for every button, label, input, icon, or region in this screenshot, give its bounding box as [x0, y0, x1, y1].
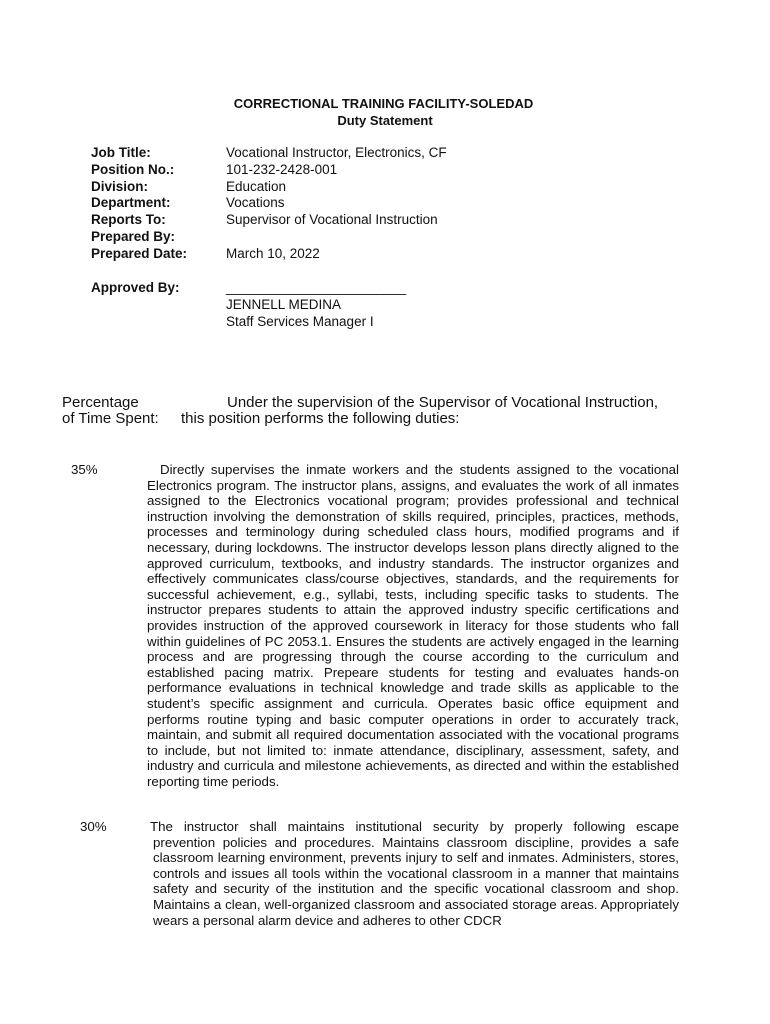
detail-label: Job Title:	[91, 145, 151, 160]
detail-label: Reports To:	[91, 212, 166, 228]
intro-line-2: this position performs the following duties:	[181, 410, 460, 427]
detail-label: Position No.:	[91, 161, 175, 177]
detail-row-reports-to	[91, 212, 447, 229]
approved-by-label: Approved By:	[91, 280, 180, 295]
detail-row-job-title	[91, 145, 447, 162]
time-spent-heading: of Time Spent:	[62, 410, 159, 427]
detail-value: 101-232-2428-001	[226, 161, 338, 177]
document-title: CORRECTIONAL TRAINING FACILITY-SOLEDAD	[233, 96, 534, 111]
detail-row-division	[91, 179, 447, 196]
document-header	[0, 95, 770, 129]
detail-row-position-no	[91, 162, 447, 179]
position-details	[91, 145, 447, 263]
duty-percent: 35%	[71, 462, 98, 477]
detail-label: Division:	[91, 178, 149, 194]
approver-title: Staff Services Manager I	[226, 313, 374, 329]
approver-name: JENNELL MEDINA	[226, 296, 342, 312]
detail-value: Vocational Instructor, Electronics, CF	[226, 145, 447, 160]
duty-percent: 30%	[80, 819, 107, 834]
approval-block	[91, 280, 406, 330]
detail-value: Vocations	[226, 195, 285, 211]
detail-value: Supervisor of Vocational Instruction	[226, 212, 438, 228]
document-subtitle: Duty Statement	[337, 113, 433, 128]
signature-line: ________________________	[226, 280, 407, 295]
detail-row-prepared-by	[91, 229, 447, 246]
detail-row-department	[91, 195, 447, 212]
duty-description: Directly supervises the inmate workers and the students assigned to the vocational Electronics program. The instructor plans, assigns, and evaluates the work of all inmates assigned to the Electronics vocational program; provides professional and technical instruction involving the demonstration of skills required, principles, practices, methods, processes and terminology during scheduled class hours, modified programs and if necessary, during lockdowns. The instructor develops lesson plans directly aligned to the approved curriculum, textbooks, and industry standards. The instructor organizes and effectively communicates class/course objectives, standards, and the requirements for successful achievement, e.g., syllabi, tests, including specific tasks to students. The instructor prepares students to attain the approved industry specific certifications and provides instruction of the approved coursework in literacy for those students who fall within guidelines of PC 2053.1. Ensures the students are actively engaged in the learning process and are progressing through the course according to the curriculum and established pacing matrix. Prepeare students for testing and evaluates hands-on performance evaluations in technical knowledge and trade skills as applicable to the student’s specific assignment and curricula. Operates basic office equipment and performs routine typing and basic computer operations in order to accurately track, maintain, and submit all required documentation associated with the vocational programs to include, but not limited to: inmate attendance, disciplinary, assessment, safety, and industry and curricula and milestone achievements, as directed and within the established reporting time periods.	[147, 462, 679, 789]
duty-description: The instructor shall maintains institutional security by properly following escape prevention policies and procedures. Maintains classroom discipline, provides a safe classroom learning environment, prevents injury to self and inmates. Administers, stores, controls and issues all tools within the vocational classroom in a manner that maintains safety and security of the institution and the specific vocational classroom and shop. Maintains a clean, well-organized classroom and associated storage areas. Appropriately wears a personal alarm device and adheres to other CDCR	[150, 819, 679, 928]
detail-label: Prepared By:	[91, 228, 176, 244]
detail-value: March 10, 2022	[226, 245, 320, 261]
percentage-heading: Percentage	[62, 394, 139, 411]
intro-line-1: Under the supervision of the Supervisor of Vocational Instruction,	[227, 394, 659, 411]
detail-row-prepared-date	[91, 246, 447, 263]
detail-label: Prepared Date:	[91, 245, 188, 261]
detail-label: Department:	[91, 195, 171, 211]
detail-value: Education	[226, 178, 287, 194]
